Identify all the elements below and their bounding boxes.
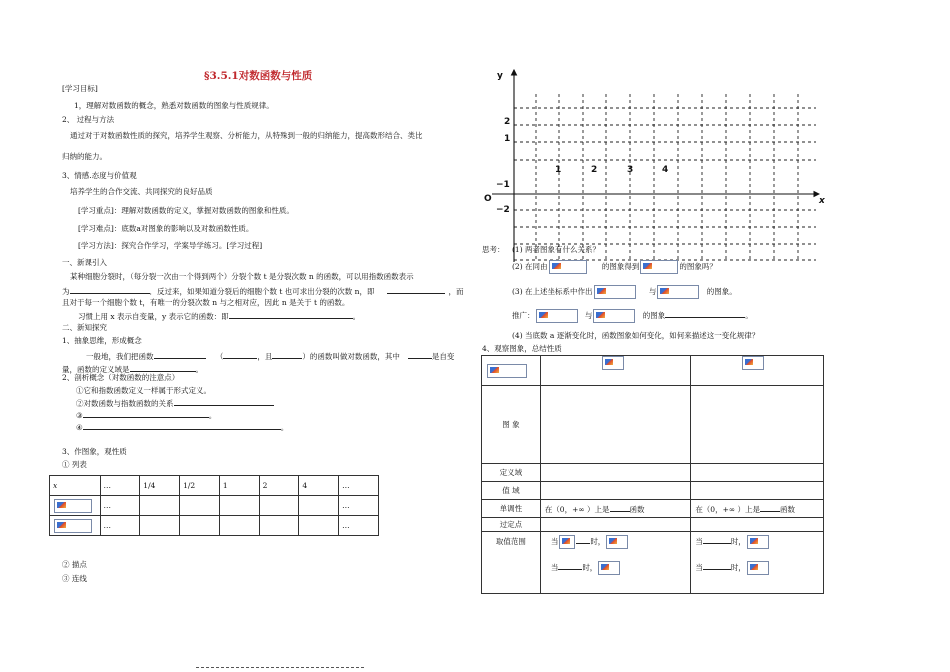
definition-text-f: 量，函数的定义域是 (62, 365, 130, 374)
subsection-2-1: 1、抽象思维，形成概念 (62, 336, 142, 345)
formula-image-icon (747, 535, 769, 549)
intro-line-2-b: ．反过来，如果知道分裂后的细胞个数 t 也可求出分裂的次数 n，即 (149, 287, 375, 296)
step-connect-lines: ③ 连线 (62, 574, 87, 583)
think-question-2-c: 的图象吗？ (679, 262, 717, 271)
table-cell: 图 象 (482, 386, 541, 464)
intro-line-2-c: ，而 (448, 287, 464, 296)
think-question-2-b: 的图象得到 (601, 262, 640, 271)
formula-image-icon (742, 356, 764, 370)
table-cell: 取值范围 (482, 532, 541, 594)
blank-domain[interactable] (130, 363, 196, 372)
value-range-line (695, 560, 819, 576)
table-cell (140, 496, 180, 516)
generalization-a: 推广： (512, 311, 535, 320)
blank-value-range[interactable] (703, 561, 731, 570)
page-title: §3.5.1对数函数与性质 (204, 70, 313, 82)
when-text: 当 (550, 537, 559, 546)
table-cell (540, 386, 691, 464)
table-row (482, 356, 824, 386)
table-cell (50, 496, 101, 516)
blank-inverse[interactable] (387, 285, 445, 294)
concept-note-2 (76, 397, 274, 408)
blank-value-range[interactable] (703, 535, 731, 544)
value-range-line (545, 560, 687, 576)
properties-heading: 4、观察图象，总结性质 (482, 344, 562, 353)
value-table (49, 475, 379, 536)
definition-line-1 (86, 350, 454, 361)
monotonic-left-text: 在（0，+∞ ）上是 (544, 504, 610, 514)
blank-function[interactable] (229, 310, 353, 319)
table-cell (219, 516, 259, 536)
blank-note-2[interactable] (174, 397, 274, 406)
think-question-3-c: 的图象。 (706, 287, 737, 296)
table-cell (540, 482, 691, 500)
blank-monotonic-right[interactable] (760, 503, 780, 512)
when-text: 当 (695, 563, 703, 572)
goal-2-body-line1: 通过对于对数函数性质的探究，培养学生观察、分析能力，从特殊到一般的归纳能力，提高数形结合、类比 (70, 131, 423, 140)
intro-line-4 (78, 310, 360, 321)
key-points: [学习重点]：理解对数函数的定义，掌握对数函数的图象和性质。 (78, 206, 294, 215)
table-cell (691, 356, 824, 386)
table-cell: 定义域 (482, 464, 541, 482)
table-cell: 4 (299, 476, 339, 496)
concept-note-4 (76, 421, 288, 432)
generalization-d: 。 (745, 311, 753, 320)
intro-line-4-a: 习惯上用 x 表示自变量，y 表示它的函数：即 (78, 312, 229, 321)
value-range-line (545, 534, 687, 550)
intro-line-2-a: 为 (62, 287, 70, 296)
subsection-3-heading: 3、作图象，观性质 (62, 447, 127, 456)
table-cell (219, 496, 259, 516)
when-tail: 时， (730, 563, 746, 572)
y-tick-label: −2 (496, 205, 510, 215)
when-text: 当 (550, 563, 559, 572)
monotonic-right-text: 在（0，+∞ ）上是 (695, 504, 760, 514)
y-axis-label: y (497, 71, 503, 81)
blank-generalization[interactable] (665, 309, 745, 318)
goal-3: 3、情感.态度与价值观 (62, 171, 137, 180)
table-cell (691, 518, 824, 532)
think-question-2 (512, 260, 717, 274)
when-text: 当 (695, 537, 703, 546)
table-cell: 2 (259, 476, 299, 496)
blank-note-4-b[interactable] (193, 421, 281, 430)
table-row (50, 476, 379, 496)
formula-image-icon (54, 519, 92, 533)
formula-image-icon (54, 499, 92, 513)
y-tick-label: 2 (504, 117, 511, 127)
table-cell (259, 516, 299, 536)
table-cell: 1 (219, 476, 259, 496)
x-tick-label: 4 (662, 165, 669, 175)
table-cell (540, 500, 691, 518)
table-cell (259, 496, 299, 516)
blank-note-3[interactable] (83, 409, 209, 418)
intro-line-4-b: 。 (352, 312, 361, 321)
monotonic-left-tail: 函数 (629, 504, 645, 514)
properties-table (481, 355, 824, 594)
table-cell: 1/2 (180, 476, 220, 496)
formula-image-icon (487, 364, 527, 378)
generalization (512, 309, 753, 323)
x-tick-label: 3 (627, 165, 634, 175)
when-tail: 时， (582, 563, 598, 572)
y-tick-label: −1 (496, 180, 510, 190)
learning-method: [学习方法]：探究合作学习，学案导学练习。[学习过程] (78, 241, 263, 250)
formula-image-icon (640, 260, 678, 274)
think-question-1: (1) 两者图象有什么关系？ (512, 245, 601, 254)
grid-lines (514, 94, 816, 262)
table-cell (180, 516, 220, 536)
table-cell: 1/4 (140, 476, 180, 496)
table-cell (691, 500, 824, 518)
table-cell: … (339, 516, 379, 536)
concept-note-1: ①它和指数函数定义一样属于形式定义。 (76, 386, 211, 395)
formula-image-icon (602, 356, 624, 370)
definition-text-g: 。 (195, 365, 203, 374)
section-2-heading: 二、新知探究 (62, 323, 107, 332)
when-tail: 时， (730, 537, 746, 546)
blank-independent-variable[interactable] (408, 350, 432, 359)
blank-monotonic-left[interactable] (610, 503, 630, 512)
think-question-3 (512, 285, 737, 299)
formula-image-icon (747, 561, 769, 575)
table-cell: … (100, 476, 140, 496)
definition-text-b: （ (215, 352, 224, 361)
blank-exponential[interactable] (70, 285, 150, 294)
concept-note-4-text: ④ (76, 423, 83, 432)
goal-2-body-line2: 归纳的能力。 (62, 152, 107, 161)
table-cell: 值 域 (482, 482, 541, 500)
table-cell (540, 464, 691, 482)
blank-value-range[interactable] (576, 535, 590, 544)
step-plot-points: ② 描点 (62, 560, 87, 569)
definition-text-d: ）的函数叫做对数函数，其中 (302, 352, 400, 361)
table-row (482, 464, 824, 482)
table-row (482, 386, 824, 464)
table-row (482, 482, 824, 500)
definition-text-e: 是自变 (431, 352, 455, 361)
x-tick-label: 2 (591, 165, 598, 175)
concept-note-4-dot: 。 (280, 423, 289, 432)
goal-3-body: 培养学生的合作交流、共同探究的良好品质 (70, 187, 213, 196)
table-cell (299, 516, 339, 536)
concept-note-3 (76, 409, 216, 420)
intro-line-3: 且对于每一个细胞个数 t，有唯一的分裂次数 n 与之相对应，因此 n 是关于 t 的函数。 (62, 298, 350, 307)
formula-image-icon (598, 561, 620, 575)
think-question-3-a: (3) 在上述坐标系中作出 (512, 287, 593, 296)
concept-note-2-text: ②对数函数与指数函数的关系 (76, 399, 174, 408)
blank-note-4[interactable] (83, 421, 193, 430)
blank-definition-condition-1[interactable] (223, 350, 257, 359)
table-cell (482, 356, 541, 386)
goal-1: 1，理解对数函数的概念，熟悉对数函数的图象与性质规律。 (74, 101, 274, 110)
table-cell: … (100, 516, 140, 536)
formula-image-icon (594, 285, 636, 299)
table-cell-ellipsis: … (342, 481, 350, 490)
monotonic-right-tail: 函数 (780, 504, 795, 514)
table-cell (50, 516, 101, 536)
table-cell (540, 356, 691, 386)
step-list-table: ① 列表 (62, 460, 87, 469)
origin-label: O (484, 194, 492, 204)
table-cell (540, 518, 691, 532)
table-cell (691, 532, 824, 594)
table-cell (540, 532, 691, 594)
table-row (482, 532, 824, 594)
think-question-3-b: 与 (648, 287, 657, 296)
think-question-4: (4) 当底数 a 逐渐变化时，函数图象如何变化，如何来描述这一变化规律？ (512, 331, 760, 340)
blank-value-range[interactable] (558, 561, 582, 570)
table-row (482, 518, 824, 532)
intro-line-1: 某种细胞分裂时，（每分裂一次由一个得到两个）分裂个数 t 是分裂次数 n 的函数，可以用指数函数表示 (70, 272, 414, 281)
section-1-heading: 一、新课引入 (62, 258, 107, 267)
table-row (482, 500, 824, 518)
subsection-2-2: 2、剖析概念（对数函数的注意点） (62, 373, 180, 382)
table-cell: … (339, 496, 379, 516)
x-axis-label: x (819, 196, 825, 206)
coordinate-grid (486, 64, 826, 264)
blank-definition-condition-2[interactable] (272, 350, 302, 359)
when-tail: 时， (590, 537, 606, 546)
table-cell (180, 496, 220, 516)
intro-line-2 (62, 285, 464, 296)
value-range-line (695, 534, 819, 550)
concept-note-3-text: ③ (76, 411, 83, 420)
table-cell (339, 476, 379, 496)
table-cell: 单调性 (482, 500, 541, 518)
definition-text-c: ，且 (257, 352, 273, 361)
learning-goals-heading: [学习目标] (62, 84, 98, 93)
table-cell (691, 386, 824, 464)
difficult-points: [学习难点]：底数a对图象的影响以及对数函数性质。 (78, 224, 254, 233)
formula-image-icon (536, 309, 578, 323)
think-question-2-a: (2) 在同由 (512, 262, 548, 271)
table-cell (140, 516, 180, 536)
x-tick-label: 1 (555, 165, 562, 175)
table-cell (691, 464, 824, 482)
footer-dashed-line (196, 667, 364, 668)
concept-note-3-dot: 。 (208, 411, 217, 420)
formula-image-icon (593, 309, 635, 323)
table-row (50, 496, 379, 516)
formula-image-icon (606, 535, 628, 549)
table-cell: … (100, 496, 140, 516)
table-cell (299, 496, 339, 516)
table-cell: x (50, 476, 101, 496)
formula-image-icon (549, 260, 587, 274)
formula-image-icon (559, 535, 575, 549)
table-cell: 过定点 (482, 518, 541, 532)
y-tick-label: 1 (504, 134, 511, 144)
table-cell (691, 482, 824, 500)
generalization-c: 的图象 (642, 311, 666, 320)
goal-2: 2、 过程与方法 (62, 115, 115, 124)
table-row (50, 516, 379, 536)
generalization-b: 与 (584, 311, 593, 320)
think-label: 思考： (482, 245, 505, 254)
definition-text-a: 一般地，我们把函数 (86, 352, 154, 361)
formula-image-icon (657, 285, 699, 299)
blank-definition-function[interactable] (154, 350, 206, 359)
